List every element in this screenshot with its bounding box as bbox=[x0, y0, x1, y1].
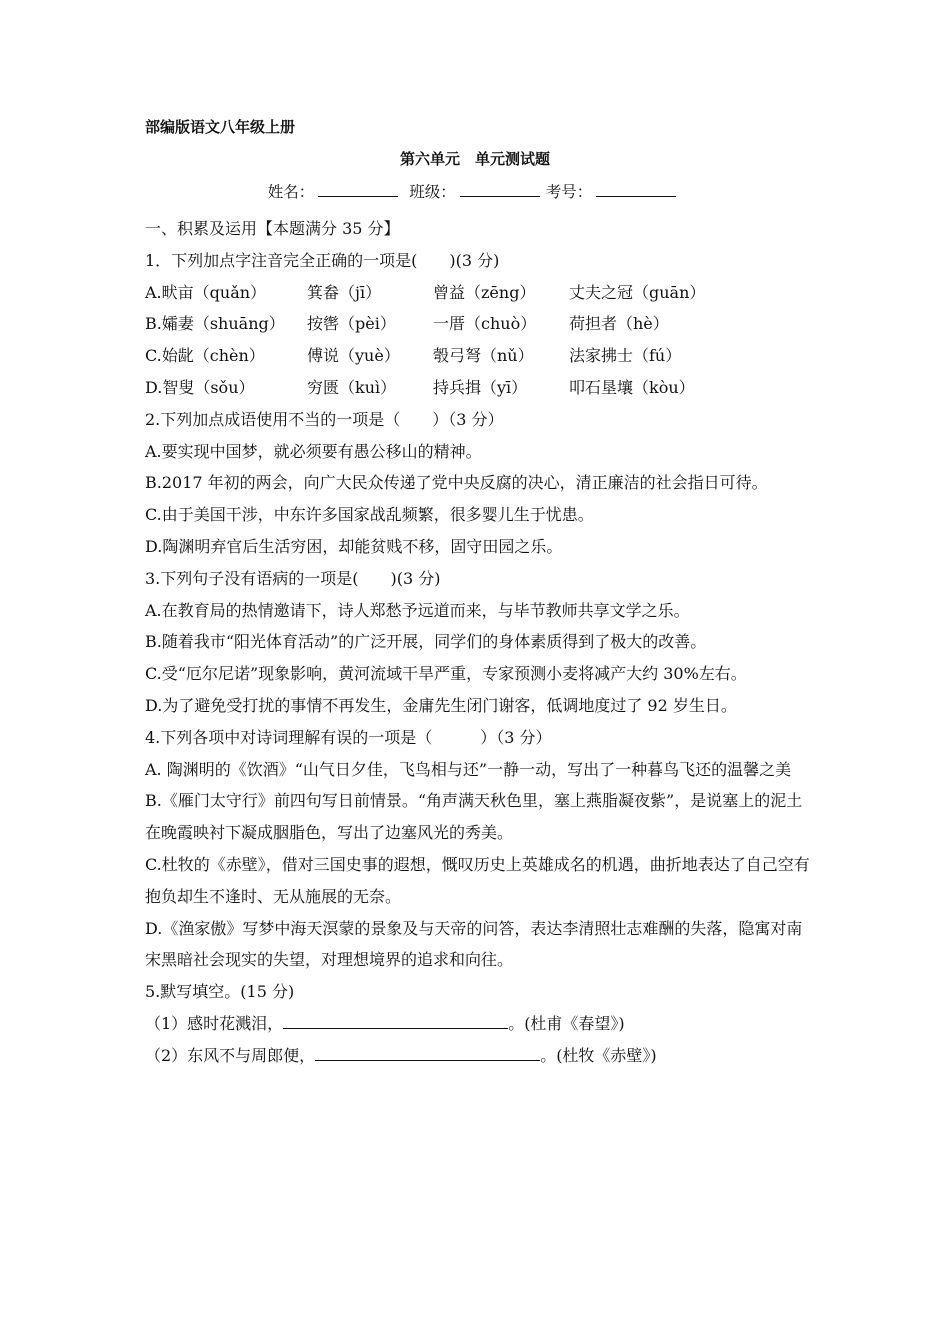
q4-option-a: A. 陶渊明的《饮酒》“山气日夕佳，飞鸟相与还”一静一动，写出了一种暮鸟飞还的温馨之美 bbox=[145, 759, 792, 779]
q5-l1-suffix: 。(杜甫《春望》) bbox=[508, 1013, 625, 1033]
q1-a-2: 箕畚（jī） bbox=[307, 282, 382, 302]
q1-row-c bbox=[145, 340, 815, 372]
q1-b-4: 荷担者（hè） bbox=[569, 314, 669, 334]
q1-d-4: 叩石垦壤（kòu） bbox=[569, 377, 695, 397]
q5-l1-blank[interactable] bbox=[283, 1012, 508, 1029]
q5-l2-suffix: 。(杜牧《赤壁》) bbox=[540, 1045, 657, 1065]
q3-option-c: C.受“厄尔尼诺”现象影响，黄河流域干旱严重，专家预测小麦将减产大约 30%左右。 bbox=[145, 664, 747, 684]
q4-option-d: D.《渔家傲》写梦中海天溟蒙的景象及与天帝的问答，表达李清照壮志难酬的失落，隐寓对南宋黑暗社会现实的失望，对理想境界的追求和向往。 bbox=[145, 918, 803, 970]
q1-d-3: 持兵揖（yī） bbox=[433, 377, 528, 397]
q3-stem: 3.下列句子没有语病的一项是( )(3 分) bbox=[145, 568, 441, 588]
q5-l2-blank[interactable] bbox=[315, 1044, 540, 1061]
q1-c-2: 傅说（yuè） bbox=[307, 346, 400, 366]
book-title: 部编版语文八年级上册 bbox=[145, 118, 296, 136]
q2-option-c: C.由于美国干涉，中东许多国家战乱频繁，很多婴儿生于忧患。 bbox=[145, 505, 594, 525]
q1-row-b bbox=[145, 308, 815, 340]
page-title: 第六单元 单元测试题 bbox=[399, 150, 550, 168]
exam-blank[interactable] bbox=[596, 182, 676, 197]
q1-row-a bbox=[145, 277, 815, 309]
q5-line-1 bbox=[145, 1008, 815, 1040]
section-heading: 一、积累及运用【本题满分 35 分】 bbox=[145, 219, 400, 238]
q5-stem: 5.默写填空。(15 分) bbox=[145, 982, 295, 1002]
q1-d-2: 穷匮（kuì） bbox=[307, 377, 397, 397]
q2-stem: 2.下列加点成语使用不当的一项是（ ）（3 分） bbox=[145, 409, 504, 429]
q1-c-4: 法家拂士（fú） bbox=[569, 346, 682, 366]
q5-l1-prefix: （1）感时花溅泪， bbox=[145, 1013, 284, 1033]
q1-row-d bbox=[145, 372, 815, 404]
q1-a-1: A.畎亩（quǎn） bbox=[145, 282, 267, 302]
q1-d-1: D.智叟（sǒu） bbox=[145, 377, 255, 397]
q1-b-3: 一厝（chuò） bbox=[433, 314, 537, 334]
class-label: 班级： bbox=[409, 183, 456, 201]
q2-option-d: D.陶渊明弃官后生活穷困，却能贫贱不移，固守田园之乐。 bbox=[145, 536, 563, 556]
exam-label: 考号： bbox=[545, 183, 593, 201]
q3-option-a: A.在教育局的热情邀请下，诗人郑愁予远道而来，与毕节教师共享文学之乐。 bbox=[145, 600, 690, 620]
q1-a-4: 丈夫之冠（guān） bbox=[569, 282, 706, 302]
name-blank[interactable] bbox=[318, 182, 398, 197]
q3-option-b: B.随着我市“阳光体育活动”的广泛开展，同学们的身体素质得到了极大的改善。 bbox=[145, 632, 707, 652]
question-body bbox=[145, 213, 815, 1072]
q3-option-d: D.为了避免受打扰的事情不再发生，金庸先生闭门谢客，低调地度过了 92 岁生日。 bbox=[145, 695, 737, 715]
q1-stem: 1．下列加点字注音完全正确的一项是( )(3 分) bbox=[145, 250, 500, 270]
class-blank[interactable] bbox=[460, 182, 540, 197]
q1-c-1: C.始龀（chèn） bbox=[145, 346, 265, 366]
q4-option-c: C.杜牧的《赤壁》，借对三国史事的遐想，慨叹历史上英雄成名的机遇，曲折地表达了自己空有抱负却生不逢时、无从施展的无奈。 bbox=[145, 854, 810, 906]
q1-b-1: B.孀妻（shuāng） bbox=[145, 314, 285, 334]
name-label: 姓名： bbox=[267, 183, 315, 201]
q5-l2-prefix: （2）东风不与周郎便， bbox=[145, 1045, 316, 1065]
student-info bbox=[0, 180, 950, 202]
q5-line-2 bbox=[145, 1040, 815, 1072]
q2-option-a: A.要实现中国梦，就必须要有愚公移山的精神。 bbox=[145, 441, 482, 461]
q4-option-b: B.《雁门太守行》前四句写日前情景。“角声满天秋色里，塞上燕脂凝夜紫”，是说塞上的泥土在晚霞映衬下凝成胭脂色，写出了边塞风光的秀美。 bbox=[145, 791, 803, 843]
q4-stem: 4.下列各项中对诗词理解有误的一项是（ ）（3 分） bbox=[145, 727, 552, 747]
q1-c-3: 彀弓弩（nǔ） bbox=[433, 346, 534, 366]
q1-a-3: 曾益（zēng） bbox=[433, 282, 536, 302]
q1-b-2: 按辔（pèi） bbox=[307, 314, 396, 334]
q2-option-b: B.2017 年初的两会，向广大民众传递了党中央反腐的决心，清正廉洁的社会指日可待。 bbox=[145, 473, 768, 493]
